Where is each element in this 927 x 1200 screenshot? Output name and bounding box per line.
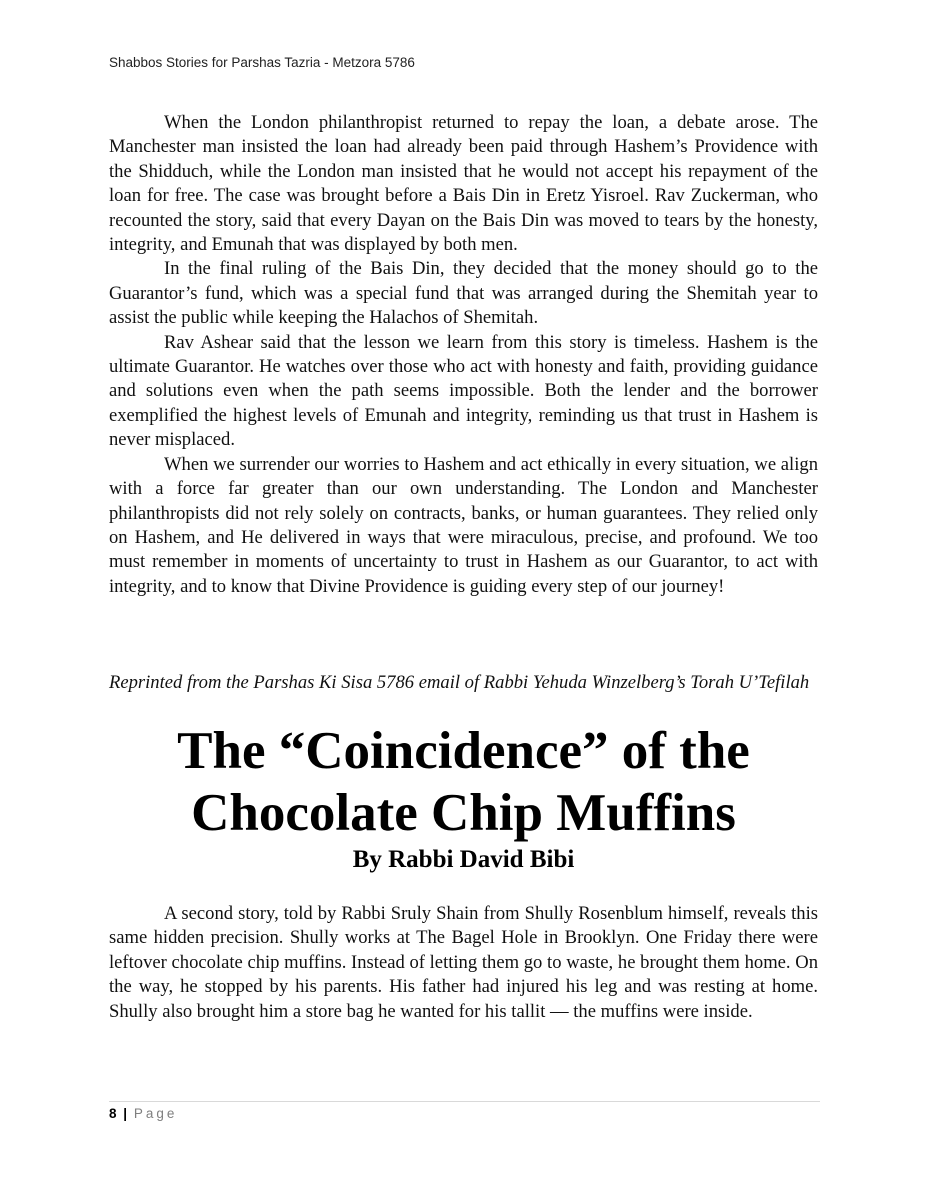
paragraph: Rav Ashear said that the lesson we learn from this story is timeless. Hashem is the ultimate Guarantor. He watches over those who act with honesty and faith, providing guidance and solutions even when the path seems impossible. Both the lender and the borrower exemplified the highest levels of Emunah and integrity, reminding us that trust in Hashem is never misplaced.: [109, 331, 818, 451]
article-body: [109, 111, 818, 599]
footer-divider: [109, 1101, 820, 1102]
article-title: [80, 720, 847, 844]
page-label: Page: [133, 1106, 178, 1121]
paragraph: A second story, told by Rabbi Sruly Shain from Shully Rosenblum himself, reveals this same hidden precision. Shully works at The Bagel Hole in Brooklyn. One Friday there were leftover chocolate chip muffins. Instead of letting them go to waste, he brought them home. On the way, he stopped by his parents. His father had injured his leg and was resting at home. Shully also brought him a store bag he wanted for his tallit — the muffins were inside.: [109, 903, 818, 1022]
page-footer: [109, 1106, 177, 1121]
paragraph: When the London philanthropist returned to repay the loan, a debate arose. The Manchester man insisted the loan had already been paid through Hashem’s Providence with the Shidduch, while the London man insisted that he would not accept his repayment of the loan for free. The case was brought before a Bais Din in Eretz Yisroel. Rav Zuckerman, who recounted the story, said that every Dayan on the Bais Din was moved to tears by the honesty, integrity, and Emunah that was displayed by both men.: [109, 112, 818, 256]
article-body: [109, 902, 818, 1024]
page-number: 8: [109, 1106, 117, 1121]
title-line: Chocolate Chip Muffins: [191, 784, 736, 842]
title-line: The “Coincidence” of the: [177, 722, 750, 780]
running-header: Shabbos Stories for Parshas Tazria - Metzora 5786: [109, 55, 415, 70]
footer-separator: |: [123, 1106, 128, 1121]
reprint-note: Reprinted from the Parshas Ki Sisa 5786 email of Rabbi Yehuda Winzelberg’s Torah U’Tefilah: [109, 672, 810, 693]
paragraph: When we surrender our worries to Hashem and act ethically in every situation, we align with a force far greater than our own understanding. The London and Manchester philanthropists did not rely solely on contracts, banks, or human guarantees. They relied only on Hashem, and He delivered in ways that were miraculous, precise, and profound. We too must remember in moments of uncertainty to trust in Hashem as our Guarantor, to act with integrity, and to know that Divine Providence is guiding every step of our journey!: [109, 453, 818, 597]
byline: By Rabbi David Bibi: [352, 846, 575, 873]
paragraph: In the final ruling of the Bais Din, they decided that the money should go to the Guarantor’s fund, which was a special fund that was arranged during the Shemitah year to assist the public while keeping the Halachos of Shemitah.: [109, 258, 818, 329]
